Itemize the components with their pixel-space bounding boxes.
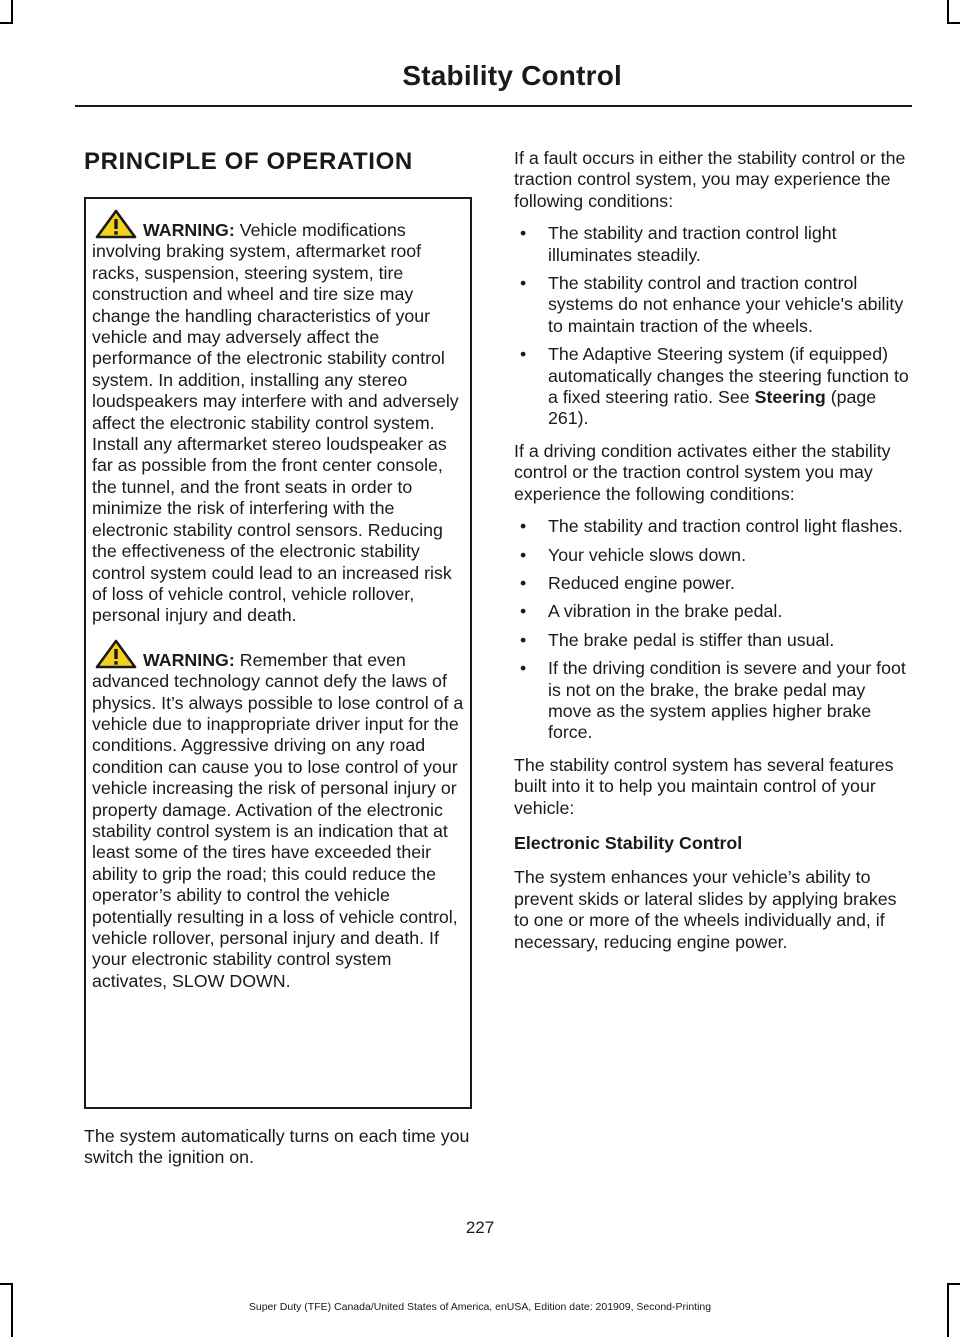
crop-mark: [11, 0, 13, 22]
section-heading: PRINCIPLE OF OPERATION: [84, 148, 413, 175]
esc-text: The system enhances your vehicle’s ability to prevent skids or lateral slides by applying brakes to one or more of the wheels individually and, if necessary, reducing engine power.: [514, 867, 897, 952]
crop-mark: [0, 1283, 13, 1285]
list-item: • The brake pedal is stiffer than usual.: [514, 630, 910, 651]
steering-page-ref: (page 261).: [548, 387, 877, 429]
list-item: • Your vehicle slows down.: [514, 545, 910, 566]
list-item: • If the driving condition is severe and your foot is not on the brake, the brake pedal may move as the system applies higher brake force.: [514, 658, 910, 744]
crop-mark: [947, 1283, 960, 1285]
crop-mark: [947, 22, 960, 24]
steering-item-text: The Adaptive Steering system (if equipped) automatically changes the steering function to a fixed steering ratio. See: [548, 344, 909, 408]
warning-triangle-icon: [94, 639, 138, 669]
page-title: Stability Control: [402, 60, 622, 91]
activation-intro: If a driving condition activates either the stability control or the traction control system you may experience the following conditions:: [514, 440, 891, 504]
list-item: • The stability and traction control light flashes.: [514, 516, 910, 537]
list-item: • The stability control and traction control systems do not enhance your vehicle's ability to maintain traction of the wheels.: [514, 273, 910, 337]
list-item: • A vibration in the brake pedal.: [514, 601, 910, 622]
footer-edition: Super Duty (TFE) Canada/United States of America, enUSA, Edition date: 201909, Second-Printing: [248, 1301, 712, 1313]
page-number: 227: [465, 1218, 495, 1237]
fault-list: [514, 223, 910, 430]
header-divider: [75, 105, 912, 107]
list-item: • The stability and traction control light illuminates steadily.: [514, 223, 910, 266]
list-item: • Reduced engine power.: [514, 573, 910, 594]
features-intro: The stability control system has several features built into it to help you maintain control of your vehicle:: [514, 754, 894, 818]
activation-list: [514, 516, 910, 744]
warning-paragraph: [92, 209, 464, 627]
warning-triangle-icon: [94, 209, 138, 239]
crop-mark: [947, 0, 949, 22]
warning-label: WARNING:: [142, 649, 235, 670]
warning-text: Remember that even advanced technology cannot defy the laws of physics. It’s always possible to lose control of a vehicle due to inappropriate driver input for the conditions. Aggressive driving on any road condition can cause you to lose control of your vehicle increasing the risk of personal injury or property damage. Activation of the electronic stability control system is an indication that at least some of the tires have exceeded their ability to grip the road; this could reduce the operator’s ability to control the vehicle potentially resulting in a loss of vehicle control, vehicle rollover, personal injury and death. If your electronic stability control system activates, SLOW DOWN.: [92, 649, 464, 991]
warning-box: [84, 197, 472, 1109]
warning-paragraph: [92, 639, 464, 993]
crop-mark: [0, 22, 13, 24]
ignition-note: The system automatically turns on each time you switch the ignition on.: [84, 1126, 470, 1168]
list-item: [514, 344, 910, 430]
right-column: [514, 148, 910, 964]
esc-heading: Electronic Stability Control: [514, 832, 743, 853]
steering-link[interactable]: Steering: [754, 387, 826, 408]
warning-text: Vehicle modifications involving braking system, aftermarket roof racks, suspension, steering system, tire construction and wheel and tire size may change the handling characteristics of your vehicle and may adversely affect the performance of the electronic stability control system. In addition, installing any stereo loudspeakers may interfere with and adversely affect the electronic stability control system. Install any aftermarket stereo loudspeaker as far as possible from the front center console, the tunnel, and the front seats in order to minimize the risk of interfering with the electronic stability control sensors. Reducing the effectiveness of the electronic stability control system could lead to an increased risk of loss of vehicle control, vehicle rollover, personal injury and death.: [92, 220, 459, 626]
fault-intro: If a fault occurs in either the stability control or the traction control system, you may experience the following conditions:: [514, 148, 906, 211]
warning-label: WARNING:: [142, 220, 235, 240]
